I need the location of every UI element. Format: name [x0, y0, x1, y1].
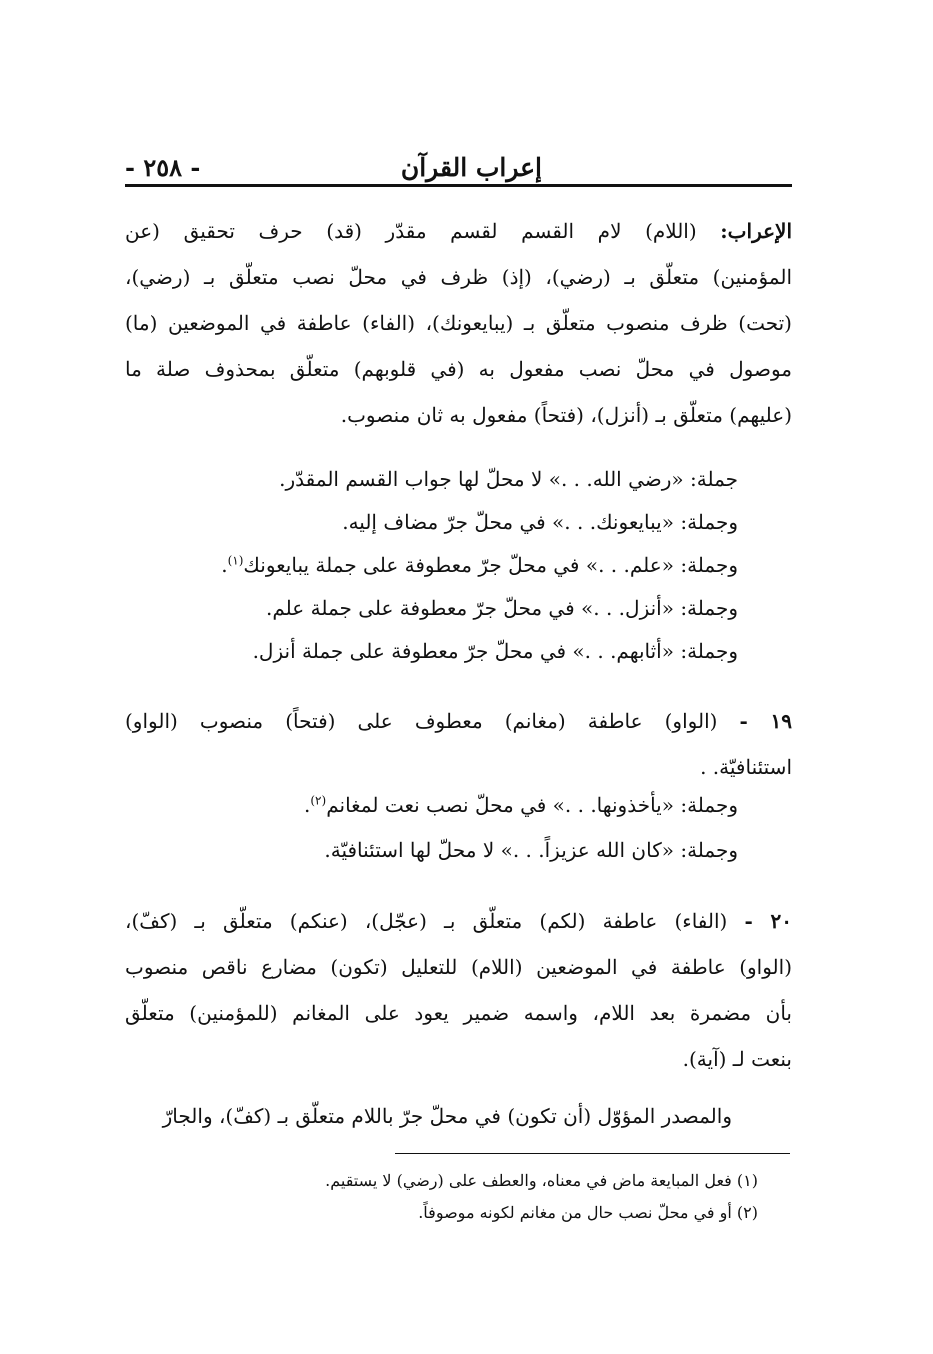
footnote-rule — [395, 1153, 790, 1154]
verse-line: (الواو) عاطفة في الموضعين (اللام) للتعليل (تكون) مضارع ناقص منصوب — [125, 955, 792, 979]
closing-line: والمصدر المؤوّل (أن تكون) في محلّ جرّ باللام متعلّق بـ (كفّ)، والجارّ — [162, 1104, 732, 1128]
running-header — [125, 140, 792, 182]
irab-line: (تحت) ظرف منصوب متعلّق بـ (يبايعونك)، (الفاء) عاطفة في الموضعين (ما) — [125, 311, 792, 335]
verse-line: بنعت لـ (آية). — [682, 1047, 792, 1071]
sentence-line: وجملة: «يبايعونك. . .» في محلّ جرّ مضاف إليه. — [342, 510, 738, 534]
verse-line: ٢٠ - (الفاء) عاطفة (لكم) متعلّق بـ (عجّل)، (عنكم) متعلّق بـ (كفّ)، — [125, 909, 792, 933]
header-rule — [125, 184, 792, 187]
sentence-line: وجملة: «يأخذونها. . .» في محلّ نصب نعت لمغانم$^{(٢)}$. — [304, 793, 738, 817]
irab-line: المؤمنين) متعلّق بـ (رضي)، (إذ) ظرف في محلّ نصب متعلّق بـ (رضي)، — [125, 265, 792, 289]
footnote-2: (٢) أو في محلّ نصب حال من مغانم لكونه موصوفاً. — [418, 1203, 758, 1222]
verse-line: ١٩ - (الواو) عاطفة (مغانم) معطوف على (فتحاً) منصوب (الواو) — [125, 709, 792, 733]
closing-paragraph — [125, 1093, 792, 1139]
irab-line: (عليهم) متعلّق بـ (أنزل)، (فتحاً) مفعول به ثان منصوب. — [340, 403, 792, 427]
verse-19-paragraph — [125, 698, 792, 790]
page-number: - ٢٥٨ - — [125, 153, 201, 182]
sentence-line: وجملة: «كان الله عزيزاً. . .» لا محلّ لها استئنافيّة. — [324, 838, 738, 862]
footnote-marker: (١) — [227, 553, 244, 568]
footnote-1: (١) فعل المبايعة ماض في معناه، والعطف على (رضي) لا يستقيم. — [325, 1171, 758, 1190]
sentence-line: جملة: «رضي الله. . .» لا محلّ لها جواب القسم المقدّر. — [279, 467, 738, 491]
verse-line: استئنافيّة. . — [700, 755, 792, 779]
verse-number: ٢٠ - — [744, 909, 792, 933]
verse-20-paragraph — [125, 898, 792, 1082]
irab-paragraph — [125, 208, 792, 438]
book-title: إعراب القرآن — [400, 153, 542, 182]
footnote-marker: (٢) — [310, 793, 327, 808]
irab-heading: الإعراب: — [720, 219, 792, 243]
verse-line: بأن مضمرة بعد اللام، واسمه ضمير يعود على المغانم (للمؤمنين) متعلّق — [125, 1001, 792, 1025]
sentence-line: وجملة: «أثابهم. . .» في محلّ جرّ معطوفة على جملة أنزل. — [252, 639, 738, 663]
irab-line: موصول في محلّ نصب مفعول به (في قلوبهم) متعلّق بمحذوف صلة ما — [125, 357, 792, 381]
verse-number: ١٩ - — [739, 709, 792, 733]
sentence-line: وجملة: «أنزل. . .» في محلّ جرّ معطوفة على جملة علم. — [266, 596, 738, 620]
irab-line: الإعراب: (اللام) لام القسم لقسم مقدّر (قد) حرف تحقيق (عن — [125, 219, 792, 243]
sentence-line: وجملة: «علم. . .» في محلّ جرّ معطوفة على جملة يبايعونك$^{(١)}$. — [221, 553, 738, 577]
